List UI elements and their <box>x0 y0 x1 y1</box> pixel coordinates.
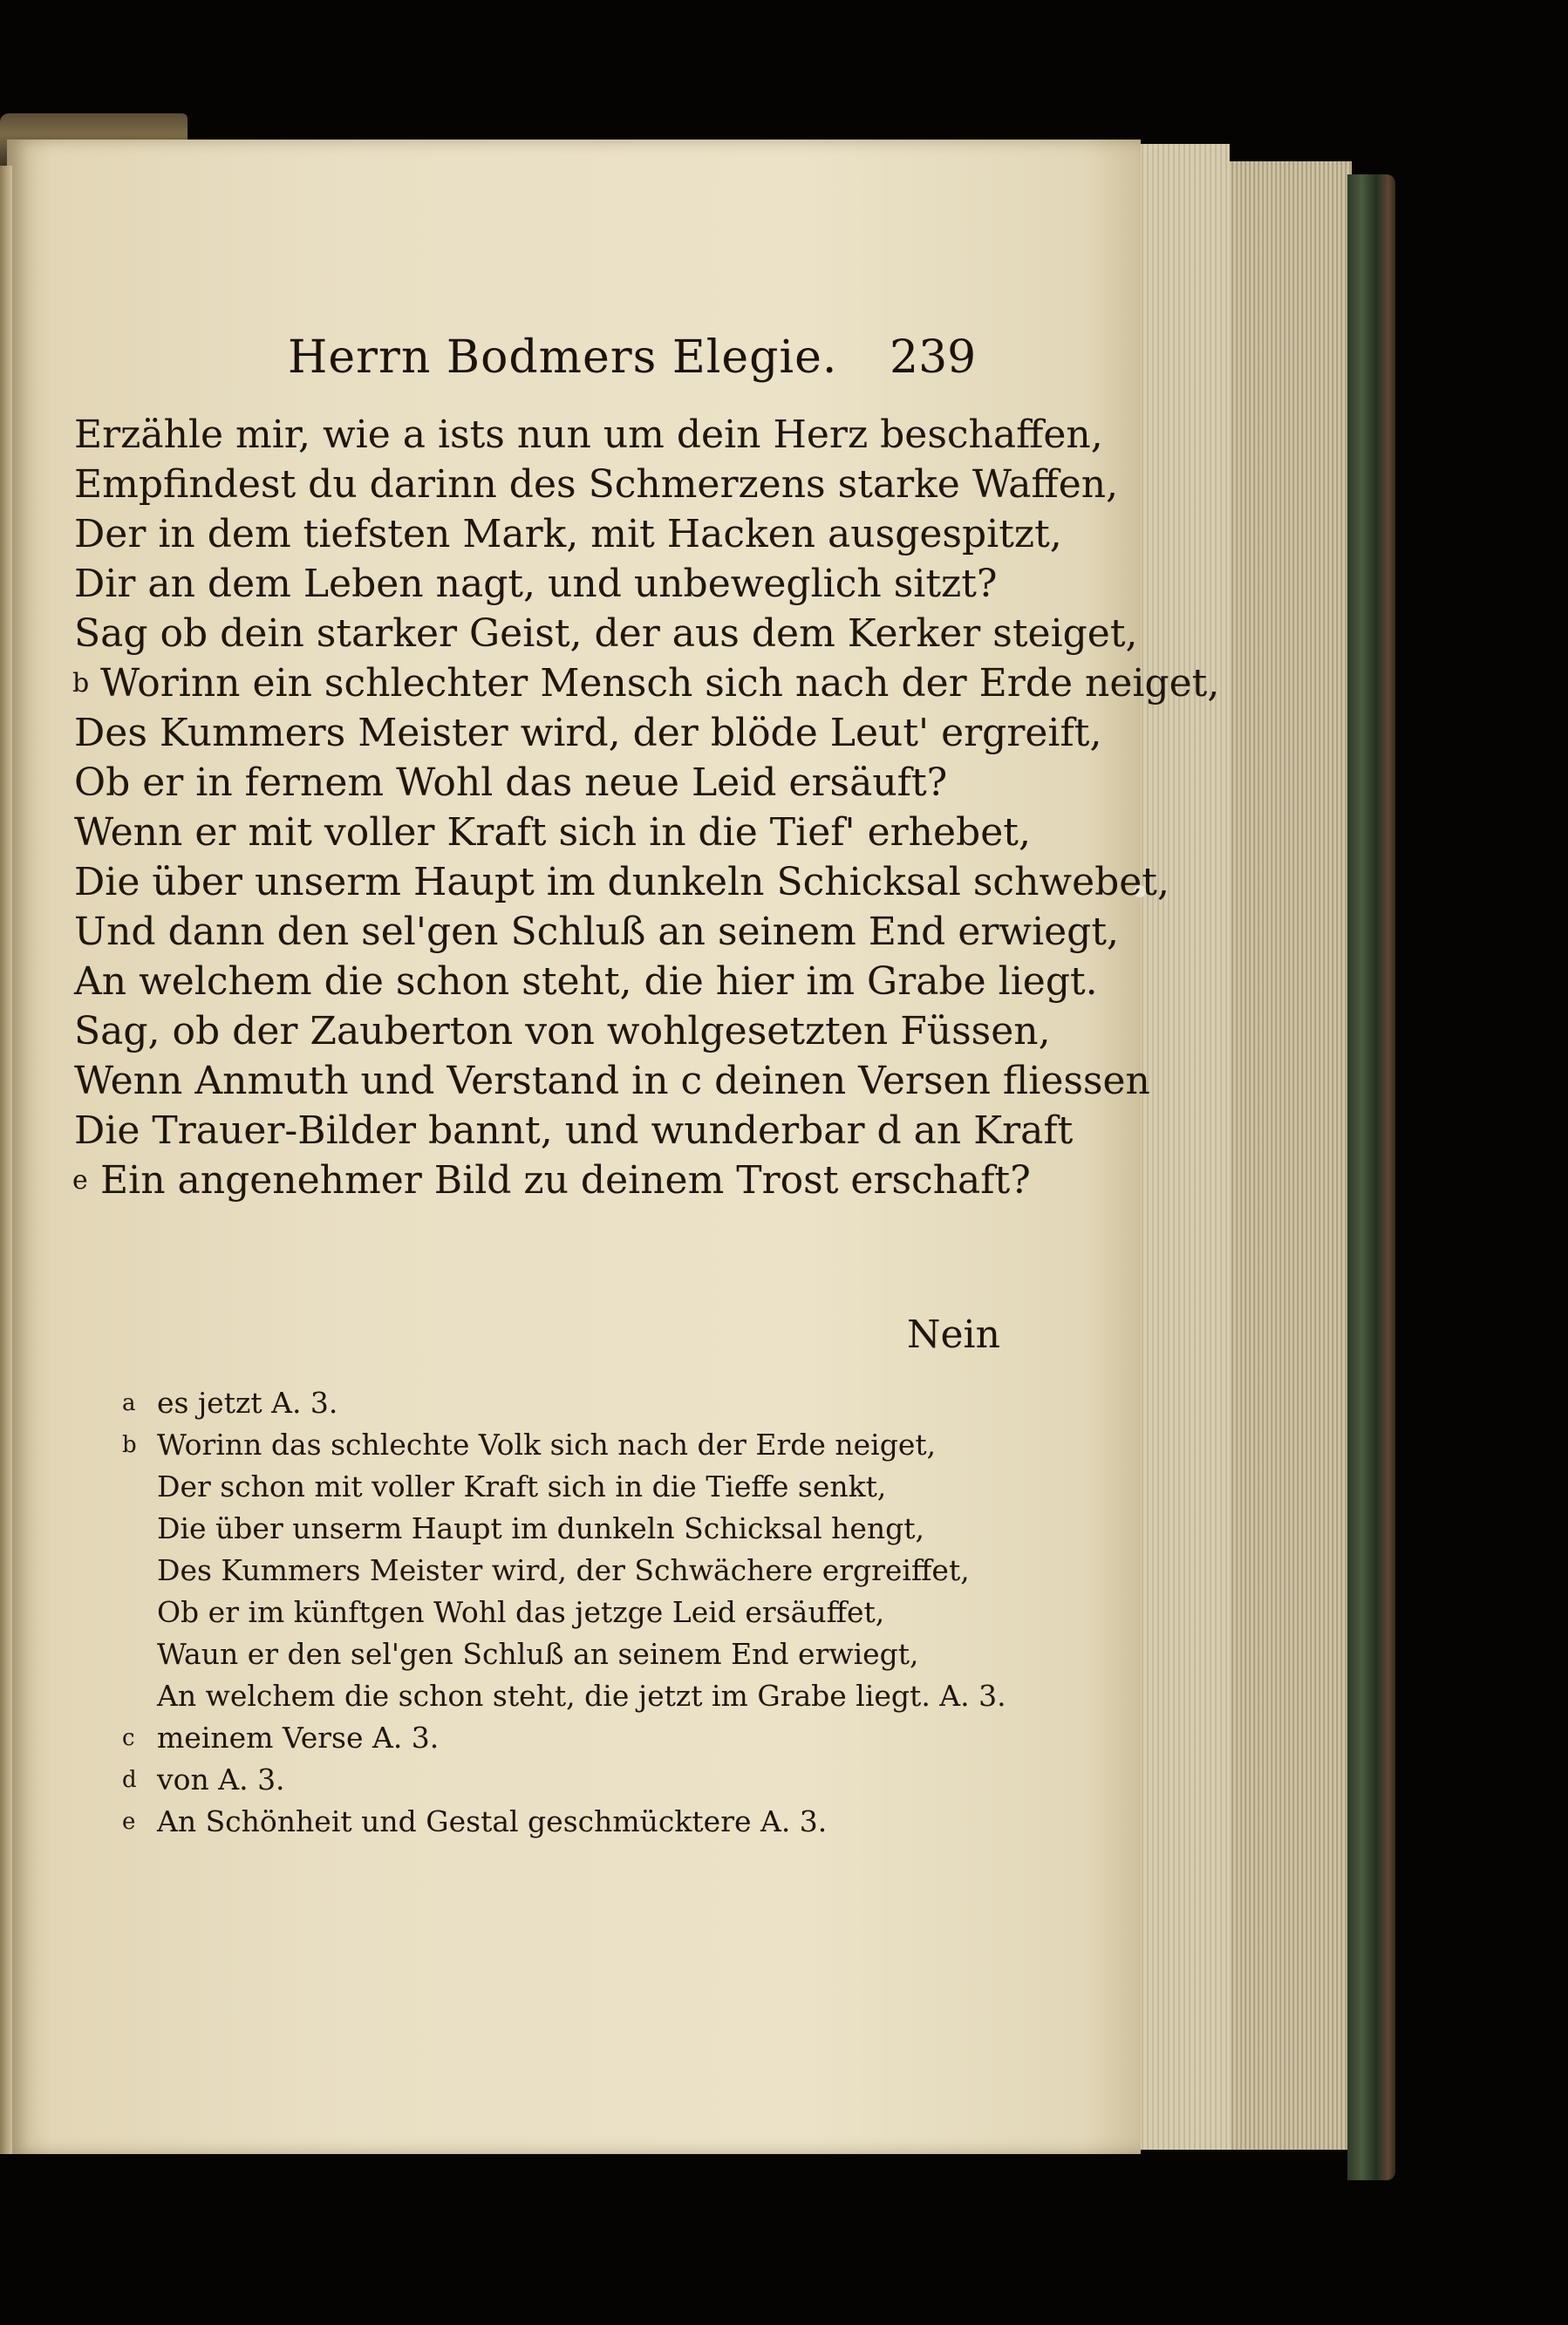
verse-line: Und dann den sel'gen Schluß an seinem End erwiegt, <box>74 910 1120 954</box>
footnote-line: a es jetzt A. 3. <box>122 1382 994 1424</box>
verse-line: Der in dem tiefsten Mark, mit Hacken ausgespitzt, <box>74 512 1062 556</box>
page-edges-back <box>1221 161 1352 2150</box>
catchword: Nein <box>907 1312 1000 1357</box>
verse-line: Die über unserm Haupt im dunkeln Schicksal schwebet, <box>74 860 1169 904</box>
verse-line: Empfindest du darinn des Schmerzens starke Waffen, <box>74 462 1119 507</box>
verse-line: Wenn Anmuth und Verstand in c deinen Versen fliessen <box>74 1059 1150 1103</box>
footnote-key: a <box>122 1390 136 1416</box>
footnote-line: e An Schönheit und Gestal geschmücktere A. 3. <box>122 1801 994 1843</box>
running-header <box>288 331 985 392</box>
verse-line: Erzähle mir, wie a ists nun um dein Herz beschaffen, <box>74 412 1103 457</box>
verse-line: Wenn er mit voller Kraft sich in die Tief' erhebet, <box>74 810 1031 855</box>
footnote-key: c <box>122 1725 135 1751</box>
page-gutter <box>0 166 12 2154</box>
verse-line: e Ein angenehmer Bild zu deinem Trost erschaft? <box>74 1156 999 1205</box>
footnote-line: Des Kummers Meister wird, der Schwächere ergreiffet, <box>157 1553 970 1587</box>
verse-block <box>72 410 1220 1205</box>
footnote-line: d von A. 3. <box>122 1759 994 1801</box>
book-cover-edge <box>1347 174 1395 2180</box>
footnote-key: e <box>122 1809 136 1835</box>
verse-line: b Worinn ein schlechter Mensch sich nach der Erde neiget, <box>74 658 999 708</box>
footnote-line: Ob er im künftgen Wohl das jetzge Leid ersäuffet, <box>157 1595 885 1629</box>
footnote-line: c meinem Verse A. 3. <box>122 1717 994 1759</box>
verse-line: Dir an dem Leben nagt, und unbeweglich sitzt? <box>74 562 998 606</box>
footnote-marker: e <box>72 1165 88 1196</box>
footnote-key: b <box>122 1432 137 1458</box>
footnote-line: b Worinn das schlechte Volk sich nach der Erde neiget, <box>122 1424 994 1466</box>
footnote-line: An welchem die schon steht, die jetzt im Grabe liegt. A. 3. <box>157 1679 1006 1713</box>
footnote-key: d <box>122 1767 137 1793</box>
page-edges <box>1134 144 1230 2150</box>
footnote-marker: b <box>72 668 90 699</box>
footnote-line: Waun er den sel'gen Schluß an seinem End erwiegt, <box>157 1637 919 1671</box>
verse-line: Sag, ob der Zauberton von wohlgesetzten Füssen, <box>74 1009 1051 1053</box>
running-title: Herrn Bodmers Elegie. <box>288 331 838 384</box>
verse-line: Sag ob dein starker Geist, der aus dem Kerker steiget, <box>74 611 1138 656</box>
verse-line: An welchem die schon steht, die hier im Grabe liegt. <box>74 959 1098 1004</box>
footnotes <box>122 1382 1006 1843</box>
verse-line: Die Trauer-Bilder bannt, und wunderbar d an Kraft <box>74 1108 1074 1153</box>
page-number: 239 <box>890 331 977 384</box>
footnote-line: Der schon mit voller Kraft sich in die Tieffe senkt, <box>157 1469 887 1503</box>
verse-line: Des Kummers Meister wird, der blöde Leut' ergreift, <box>74 711 1102 755</box>
footnote-line: Die über unserm Haupt im dunkeln Schicksal hengt, <box>157 1511 925 1545</box>
verse-line: Ob er in fernem Wohl das neue Leid ersäuft? <box>74 760 948 805</box>
